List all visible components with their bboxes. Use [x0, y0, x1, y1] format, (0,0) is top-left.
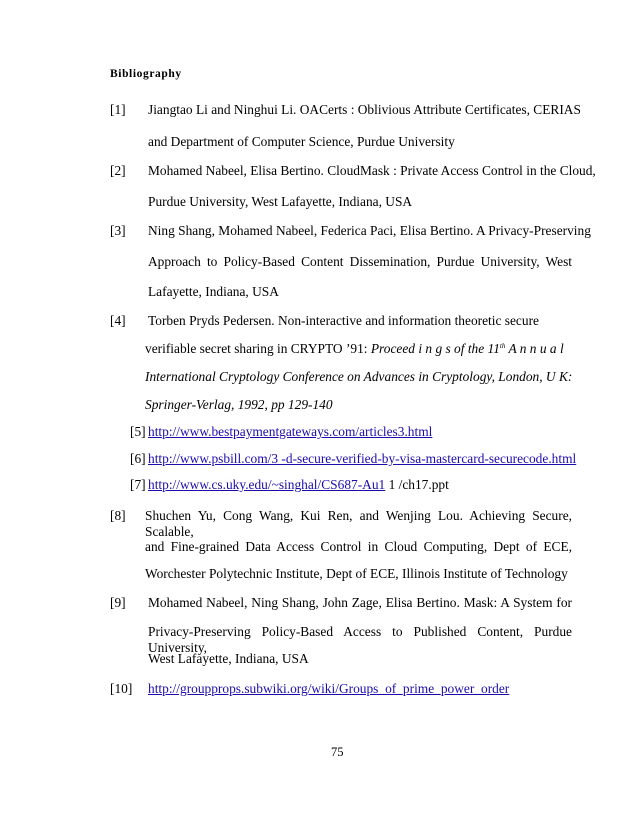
reference-text-mixed — [148, 477, 449, 493]
page-number: 75 — [331, 745, 344, 759]
reference-text: Torben Pryds Pedersen. Non-interactive and information theoretic secure — [148, 313, 539, 328]
reference-text: 1 /ch17.ppt — [385, 477, 449, 492]
reference-number: [8] — [110, 508, 126, 523]
reference-text: Worchester Polytechnic Institute, Dept of ECE, Illinois Institute of Technology — [145, 566, 568, 581]
reference-text-italic: Springer-Verlag, 1992, pp 129-140 — [145, 397, 333, 412]
reference-number: [7] — [130, 477, 146, 492]
reference-link[interactable]: http://www.bestpaymentgateways.com/articles3.html — [148, 424, 433, 439]
reference-number: [2] — [110, 163, 126, 178]
reference-text: Lafayette, Indiana, USA — [148, 284, 279, 299]
reference-text: Ning Shang, Mohamed Nabeel, Federica Paci, Elisa Bertino. A Privacy-Preserving — [148, 223, 591, 238]
reference-text: West Lafayette, Indiana, USA — [148, 651, 309, 666]
reference-number: [9] — [110, 595, 126, 610]
reference-text: and Department of Computer Science, Purdue University — [148, 134, 455, 149]
reference-text-italic: Proceed i n g s of the 11 — [370, 341, 500, 356]
reference-text: Mohamed Nabeel, Elisa Bertino. CloudMask : Private Access Control in the Cloud, — [148, 163, 596, 178]
reference-number: [4] — [110, 313, 126, 328]
reference-text: Jiangtao Li and Ninghui Li. OACerts : Oblivious Attribute Certificates, CERIAS — [148, 102, 581, 117]
page-title: Bibliography — [110, 68, 182, 80]
reference-number: [3] — [110, 223, 126, 238]
reference-number: [5] — [130, 424, 146, 439]
reference-text: verifiable secret sharing in CRYPTO ’91: — [145, 341, 371, 356]
reference-text-italic: International Cryptology Conference on Advances in Cryptology, London, U K: — [145, 369, 573, 384]
superscript: th — [499, 342, 506, 350]
reference-text: and Fine-grained Data Access Control in Cloud Computing, Dept of ECE, — [145, 539, 572, 554]
reference-text-mixed — [145, 341, 564, 357]
reference-text-italic: A n n u a l — [505, 341, 564, 356]
reference-number: [10] — [110, 681, 133, 696]
reference-text: Mohamed Nabeel, Ning Shang, John Zage, Elisa Bertino. Mask: A System for — [148, 595, 572, 610]
reference-text: Approach to Policy-Based Content Dissemination, Purdue University, West — [148, 254, 572, 269]
reference-link[interactable]: http://groupprops.subwiki.org/wiki/Groups_of_prime_power_order — [148, 681, 510, 696]
reference-text: Shuchen Yu, Cong Wang, Kui Ren, and Wenjing Lou. Achieving Secure, Scalable, — [145, 508, 572, 539]
reference-link[interactable]: http://www.psbill.com/3 -d-secure-verified-by-visa-mastercard-securecode.html — [148, 451, 577, 466]
reference-number: [1] — [110, 102, 126, 117]
reference-text: Purdue University, West Lafayette, Indiana, USA — [148, 194, 413, 209]
reference-link[interactable]: http://www.cs.uky.edu/~singhal/CS687-Au1 — [148, 477, 386, 492]
reference-number: [6] — [130, 451, 146, 466]
reference-text: Privacy-Preserving Policy-Based Access to Published Content, Purdue University, — [148, 624, 572, 655]
